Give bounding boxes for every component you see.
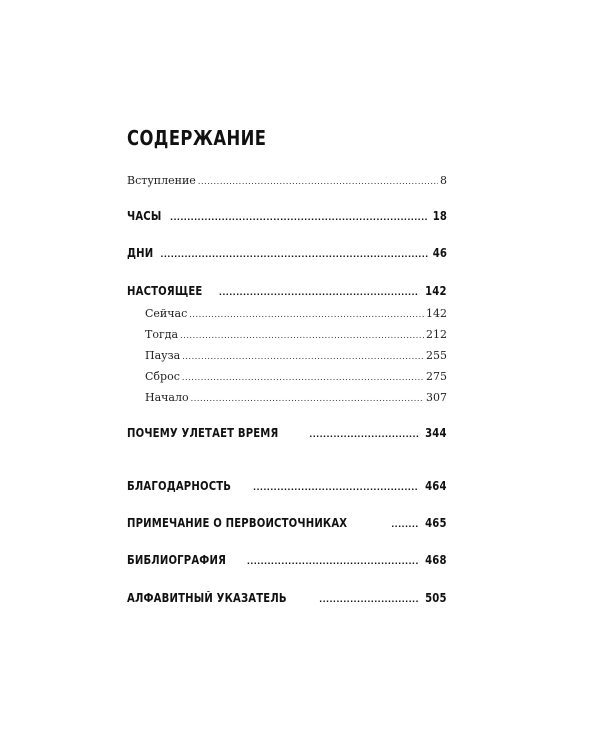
toc-entry-label: Тогда — [145, 328, 179, 341]
dot-leader — [182, 352, 424, 361]
toc-entry-page: 46 — [432, 246, 447, 260]
dot-leader — [253, 483, 419, 492]
toc-entry-label: Начало — [145, 391, 189, 404]
toc-entry-section — [145, 328, 447, 341]
toc-entry-chapter — [127, 426, 447, 440]
toc-entry-chapter — [127, 209, 447, 223]
page-title: СОДЕРЖАНИЕ — [127, 126, 267, 150]
dot-leader — [198, 177, 438, 186]
toc-entry-section — [145, 307, 447, 320]
toc-entry-section — [145, 391, 447, 404]
toc-entry-chapter — [127, 516, 447, 530]
toc-entry-label: Сброс — [145, 370, 180, 383]
toc-entry-chapter — [127, 553, 447, 567]
toc-entry-page: 212 — [426, 328, 447, 341]
toc-entry-page: 142 — [425, 284, 447, 298]
toc-entry-label: Вступление — [127, 174, 196, 187]
toc-entry-page: 142 — [426, 307, 447, 320]
toc-entry-label: АЛФАВИТНЫЙ УКАЗАТЕЛЬ — [127, 591, 287, 605]
dot-leader — [319, 595, 419, 604]
toc-entry-page: 307 — [426, 391, 447, 404]
dot-leader — [191, 394, 424, 403]
toc-entry-intro — [127, 174, 447, 187]
dot-leader — [180, 331, 424, 340]
toc-entry-label: БЛАГОДАРНОСТЬ — [127, 479, 232, 493]
toc-entry-section — [145, 370, 447, 383]
dot-leader — [219, 288, 419, 297]
toc-entry-page: 255 — [426, 349, 447, 362]
toc-entry-section — [145, 349, 447, 362]
toc-entry-chapter — [127, 246, 447, 260]
dot-leader — [247, 557, 419, 566]
toc-entry-chapter — [127, 284, 447, 298]
toc-entry-label: ПОЧЕМУ УЛЕТАЕТ ВРЕМЯ — [127, 426, 279, 440]
toc-entry-chapter — [127, 479, 447, 493]
dot-leader — [309, 430, 419, 439]
toc-entry-chapter — [127, 591, 447, 605]
dot-leader — [189, 310, 424, 319]
toc-entry-page: 464 — [425, 479, 447, 493]
toc-entry-page: 465 — [425, 516, 447, 530]
toc-entry-page: 8 — [440, 174, 447, 187]
toc-entry-page: 344 — [425, 426, 447, 440]
toc-entry-label: НАСТОЯЩЕЕ — [127, 284, 203, 298]
toc-entry-label: БИБЛИОГРАФИЯ — [127, 553, 227, 567]
toc-entry-page: 18 — [432, 209, 447, 223]
toc-entry-label: Сейчас — [145, 307, 188, 320]
toc-entry-label: Пауза — [145, 349, 181, 362]
toc-entry-label: ПРИМЕЧАНИЕ О ПЕРВОИСТОЧНИКАХ — [127, 516, 348, 530]
dot-leader — [170, 213, 428, 222]
toc-entry-label: ДНИ — [127, 246, 154, 260]
dot-leader — [160, 250, 428, 259]
toc-entry-page: 468 — [425, 553, 447, 567]
toc-entry-label: ЧАСЫ — [127, 209, 162, 223]
dot-leader — [391, 520, 419, 529]
dot-leader — [182, 373, 424, 382]
toc-entry-page: 275 — [426, 370, 447, 383]
toc-entry-page: 505 — [425, 591, 447, 605]
